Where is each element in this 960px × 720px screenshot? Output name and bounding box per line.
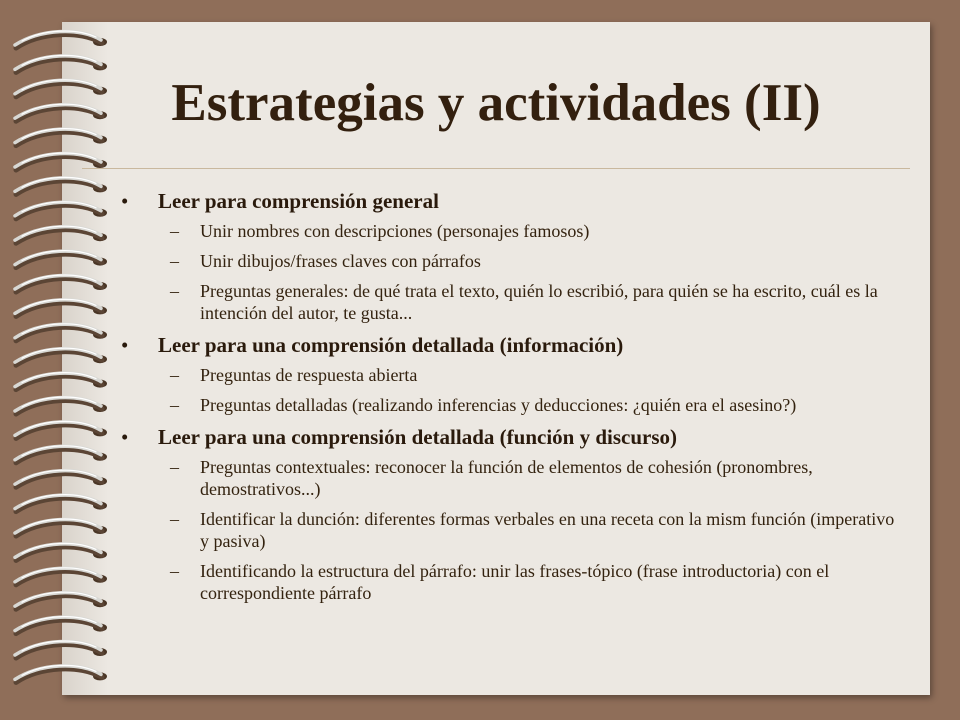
spiral-coil xyxy=(15,177,107,194)
spiral-coil xyxy=(15,299,107,316)
list-item xyxy=(118,220,908,242)
list-item-text: Identificar la dunción: diferentes formas verbales en una receta con la mism función (imperativo y pasiva) xyxy=(200,509,895,551)
list-item xyxy=(118,364,908,386)
spiral-coil xyxy=(15,31,107,48)
dash-marker: – xyxy=(170,251,179,271)
spiral-coil xyxy=(15,421,107,438)
section-heading-text: Leer para comprensión general xyxy=(158,189,439,213)
dash-marker: – xyxy=(170,395,179,415)
bullet-dot: • xyxy=(121,189,129,213)
spiral-coil xyxy=(15,275,107,292)
spiral-coil xyxy=(15,592,107,609)
spiral-coil xyxy=(15,495,107,512)
section-heading-text: Leer para una comprensión detallada (función y discurso) xyxy=(158,425,678,449)
list-item xyxy=(118,280,908,324)
spiral-coil xyxy=(15,397,107,414)
list-item-text: Unir dibujos/frases claves con párrafos xyxy=(200,251,481,271)
dash-marker: – xyxy=(170,457,179,477)
list-item xyxy=(118,560,908,604)
section-detallada-funcion xyxy=(118,424,908,604)
spiral-coil xyxy=(15,617,107,634)
dash-marker: – xyxy=(170,221,179,241)
list-item xyxy=(118,508,908,552)
spiral-coil xyxy=(15,543,107,560)
dash-marker: – xyxy=(170,561,179,581)
spiral-coil xyxy=(15,226,107,243)
list-item-text: Unir nombres con descripciones (personajes famosos) xyxy=(200,221,590,241)
list-item xyxy=(118,456,908,500)
slide-title: Estrategias y actividades (II) xyxy=(171,74,821,132)
list-item-text: Preguntas generales: de qué trata el texto, quién lo escribió, para quién se ha escrito, cuál es la intención del autor, te gusta... xyxy=(200,281,878,323)
spiral-coil xyxy=(15,55,107,72)
dash-marker: – xyxy=(170,281,179,301)
spiral-coil xyxy=(15,251,107,268)
dash-marker: – xyxy=(170,509,179,529)
slide-body xyxy=(118,188,908,612)
spiral-coil xyxy=(15,519,107,536)
section-general xyxy=(118,188,908,324)
spiral-coil xyxy=(15,446,107,463)
spiral-coil xyxy=(15,373,107,390)
section-detallada-informacion xyxy=(118,332,908,416)
section-heading-text: Leer para una comprensión detallada (información) xyxy=(158,333,624,357)
list-item xyxy=(118,250,908,272)
spiral-coil xyxy=(15,665,107,682)
spiral-coil xyxy=(15,324,107,341)
list-item-text: Preguntas contextuales: reconocer la función de elementos de cohesión (pronombres, demostrativos...) xyxy=(200,457,813,499)
dash-marker: – xyxy=(170,365,179,385)
spiral-coil xyxy=(15,470,107,487)
spiral-coil xyxy=(15,568,107,585)
spiral-coil xyxy=(15,641,107,658)
section-heading xyxy=(118,424,908,450)
list-item-text: Identificando la estructura del párrafo: unir las frases-tópico (frase introductoria) con el correspondiente párrafo xyxy=(200,561,830,603)
bullet-dot: • xyxy=(121,425,129,449)
spiral-coil xyxy=(15,202,107,219)
section-heading xyxy=(118,332,908,358)
list-item-text: Preguntas detalladas (realizando inferencias y deducciones: ¿quién era el asesino?) xyxy=(200,395,797,415)
list-item-text: Preguntas de respuesta abierta xyxy=(200,365,418,385)
title-divider xyxy=(82,168,910,169)
list-item xyxy=(118,394,908,416)
bullet-dot: • xyxy=(121,333,129,357)
spiral-coil xyxy=(15,348,107,365)
section-heading xyxy=(118,188,908,214)
